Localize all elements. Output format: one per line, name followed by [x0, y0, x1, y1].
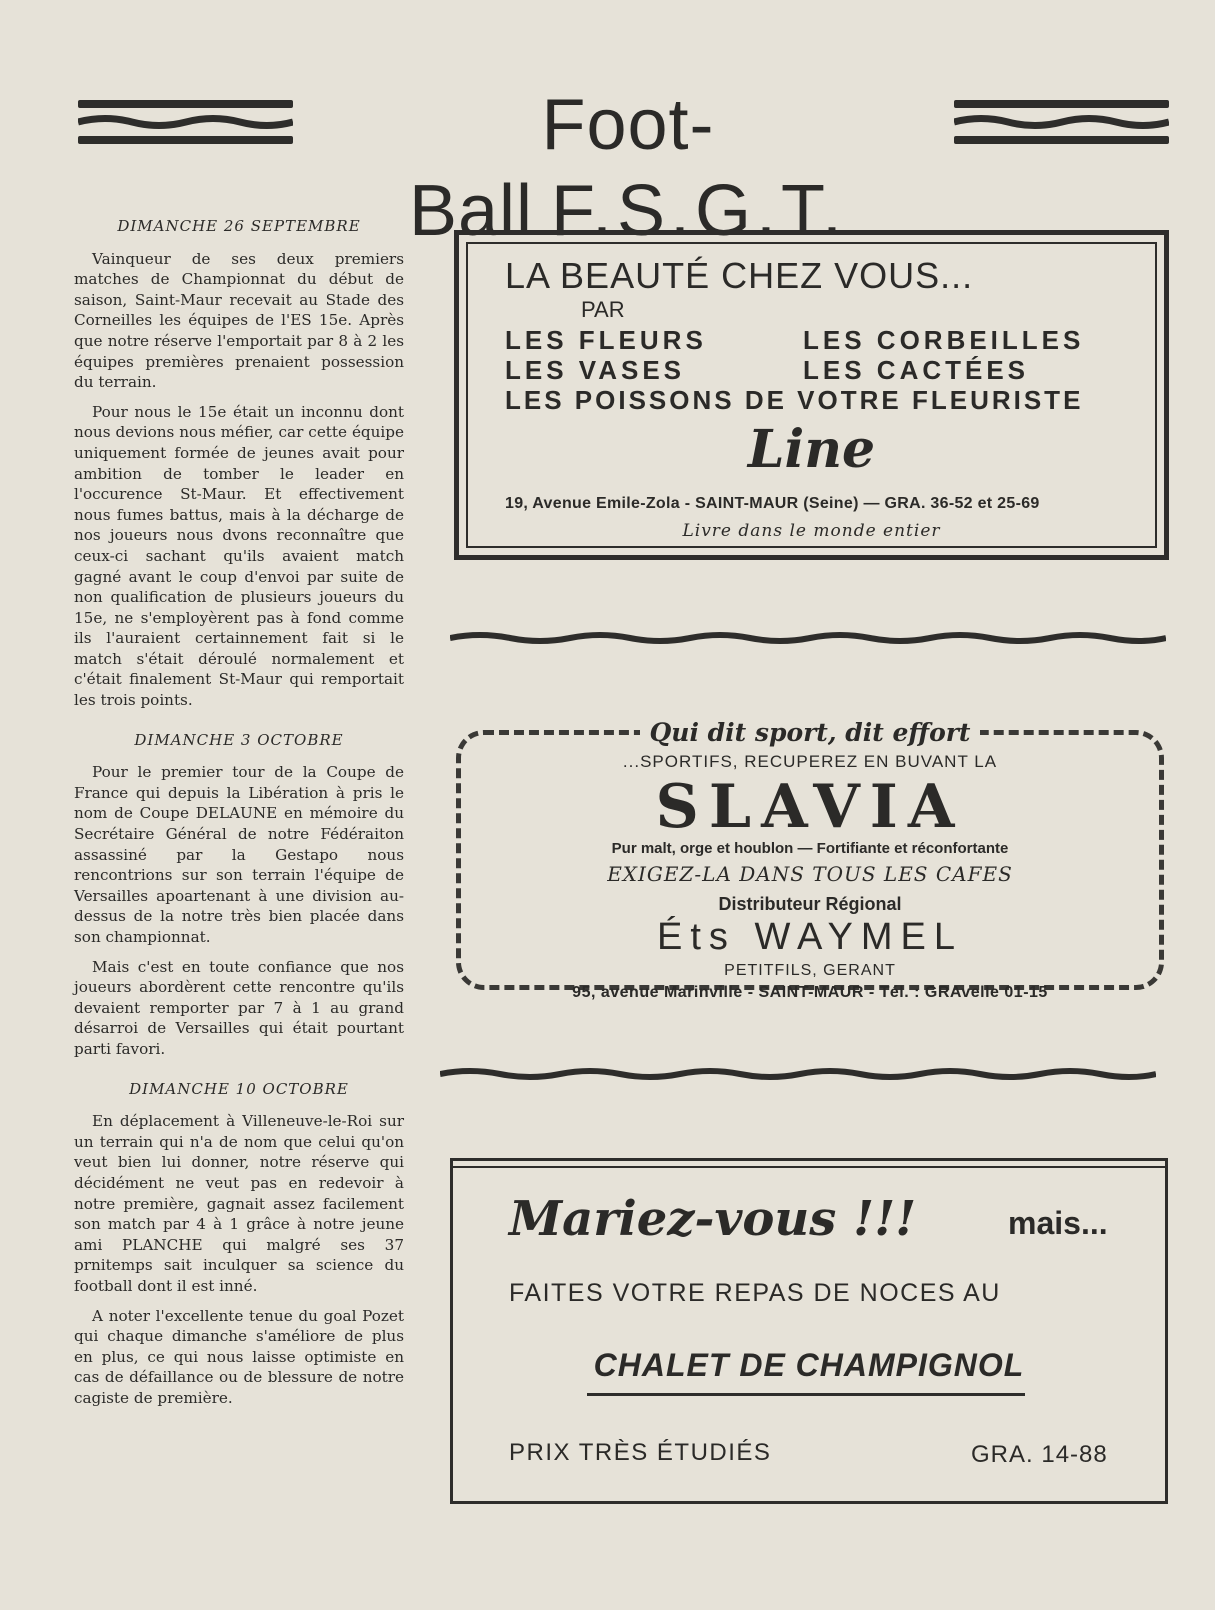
ad-last-line: LES POISSONS DE VOTRE FLEURISTE — [505, 385, 1084, 415]
section-heading: DIMANCHE 3 OCTOBRE — [134, 730, 344, 749]
ad-line: FAITES VOTRE REPAS DE NOCES AU — [509, 1279, 1001, 1307]
ad-items-right — [803, 325, 1084, 385]
wave-separator — [450, 628, 1166, 648]
article-paragraph: Pour nous le 15e était un inconnu dont nous devions nous méfier, car cette équipe uniquement formée de jeunes avait pour ambition de tomber le leader en l'occurence St-Maur. Et effectivement nous fumes battus, mais à la décharge de nos joueurs nous dvons reconnaître que ceux-ci sachant qu'ils avaient match gagné avant le coup d'envoi par suite de non qualification de plusieurs joueurs du 15e, ne s'employèrent pas à fond comme ils l'auraient certainnement fait si le match s'était déroulé normalement et c'était finalement St-Maur qui remportait les trois points. — [74, 402, 404, 710]
ad-line: Distributeur Régional — [718, 894, 902, 914]
article-paragraph: En déplacement à Villeneuve-le-Roi sur un terrain qui n'a de nom que celui qu'on veut bien lui donner, notre réserve qui décidément ne veut pas en redevoir à notre première, gagnait assez facilement son match par 4 à 1 grâce à notre jeune ami PLANCHE qui malgré ses 37 prnitemps sait inculquer sa science du football dont il est inné. — [74, 1112, 404, 1295]
ad-line: Pur malt, orge et houblon — Fortifiante et réconfortante — [611, 840, 1009, 857]
article-column — [74, 216, 404, 1417]
ad-item: LES CORBEILLES — [803, 325, 1085, 355]
ad-fleuriste — [454, 230, 1169, 560]
ad-slavia — [450, 720, 1170, 1000]
ad-item: LES FLEURS — [505, 325, 707, 355]
ad-top-rule — [453, 1166, 1165, 1168]
article-paragraph: A noter l'excellente tenue du goal Pozet qui chaque dimanche s'améliore de plus en plus, ce qui nous laisse optimiste en cas de défaillance ou de blessure de notre cagiste de première. — [74, 1306, 404, 1407]
ad-items-left — [505, 325, 707, 385]
ad-line: PETITFILS, GERANT — [724, 962, 896, 979]
ad-line: EXIGEZ-LA DANS TOUS LES CAFES — [607, 862, 1013, 886]
ad-brand: SLAVIA — [655, 772, 965, 842]
ad-address: 95, avenue Marinville - SAINT-MAUR - Tél. : GRAvelle 01-15 — [572, 984, 1048, 1001]
ad-address: 19, Avenue Emile-Zola - SAINT-MAUR (Seine) — GRA. 36-52 et 25-69 — [505, 495, 1040, 512]
ad-chalet — [450, 1158, 1168, 1504]
header-rule-left — [78, 100, 293, 148]
title-part-b: F.S.G.T. — [551, 171, 848, 251]
section-heading: DIMANCHE 10 OCTOBRE — [129, 1079, 349, 1098]
ad-tagline: Livre dans le monde entier — [682, 521, 941, 541]
header-rule-right — [954, 100, 1169, 148]
ad-item: LES CACTÉES — [803, 355, 1030, 385]
ad-mais: mais... — [1008, 1205, 1108, 1241]
title-part-a: Foot-Ball — [408, 85, 715, 251]
ad-item: LES VASES — [505, 355, 686, 385]
ad-slogan-text: Qui dit sport, dit effort — [640, 718, 981, 747]
page-title — [328, 82, 928, 254]
article-paragraph: Pour le premier tour de la Coupe de France qui depuis la Libération à pris le nom de Coupe DELAUNE en mémoire du Secrétaire Général de notre Fédéraiton assassiné par la Gestapo nous rencontrions sur son terrain l'équipe de Versailles apoartenant à une division au-dessus de la notre très bien placée dans son championnat. — [74, 763, 404, 946]
ad-line: ...SPORTIFS, RECUPEREZ EN BUVANT LA — [622, 752, 998, 771]
ad-distributor: Éts WAYMEL — [657, 916, 963, 958]
article-paragraph: Mais c'est en toute confiance que nos joueurs abordèrent cette rencontre qu'ils devaient remporter par 7 à 1 au grand désarroi de Versailles qui était pourtant parti favori. — [74, 957, 404, 1058]
wave-separator — [440, 1064, 1156, 1084]
ad-prix: PRIX TRÈS ÉTUDIÉS — [509, 1439, 772, 1466]
ad-tel: GRA. 14-88 — [971, 1441, 1108, 1468]
ad-par: PAR — [581, 297, 625, 322]
ad-brand: Line — [747, 419, 876, 480]
ad-underline — [587, 1393, 1025, 1396]
section-heading: DIMANCHE 26 SEPTEMBRE — [117, 217, 361, 235]
ad-name: CHALET DE CHAMPIGNOL — [593, 1347, 1025, 1383]
ad-script: Mariez-vous !!! — [509, 1191, 917, 1247]
ad-headline: LA BEAUTÉ CHEZ VOUS... — [505, 255, 974, 296]
ad-slogan — [450, 718, 1170, 747]
article-paragraph: Vainqueur de ses deux premiers matches de Championnat du début de saison, Saint-Maur recevait au Stade des Corneilles les équipes de l'ES 15e. Après que notre réserve l'emportait par 8 à 2 les équipes premières prenaient possession du terrain. — [74, 249, 404, 392]
